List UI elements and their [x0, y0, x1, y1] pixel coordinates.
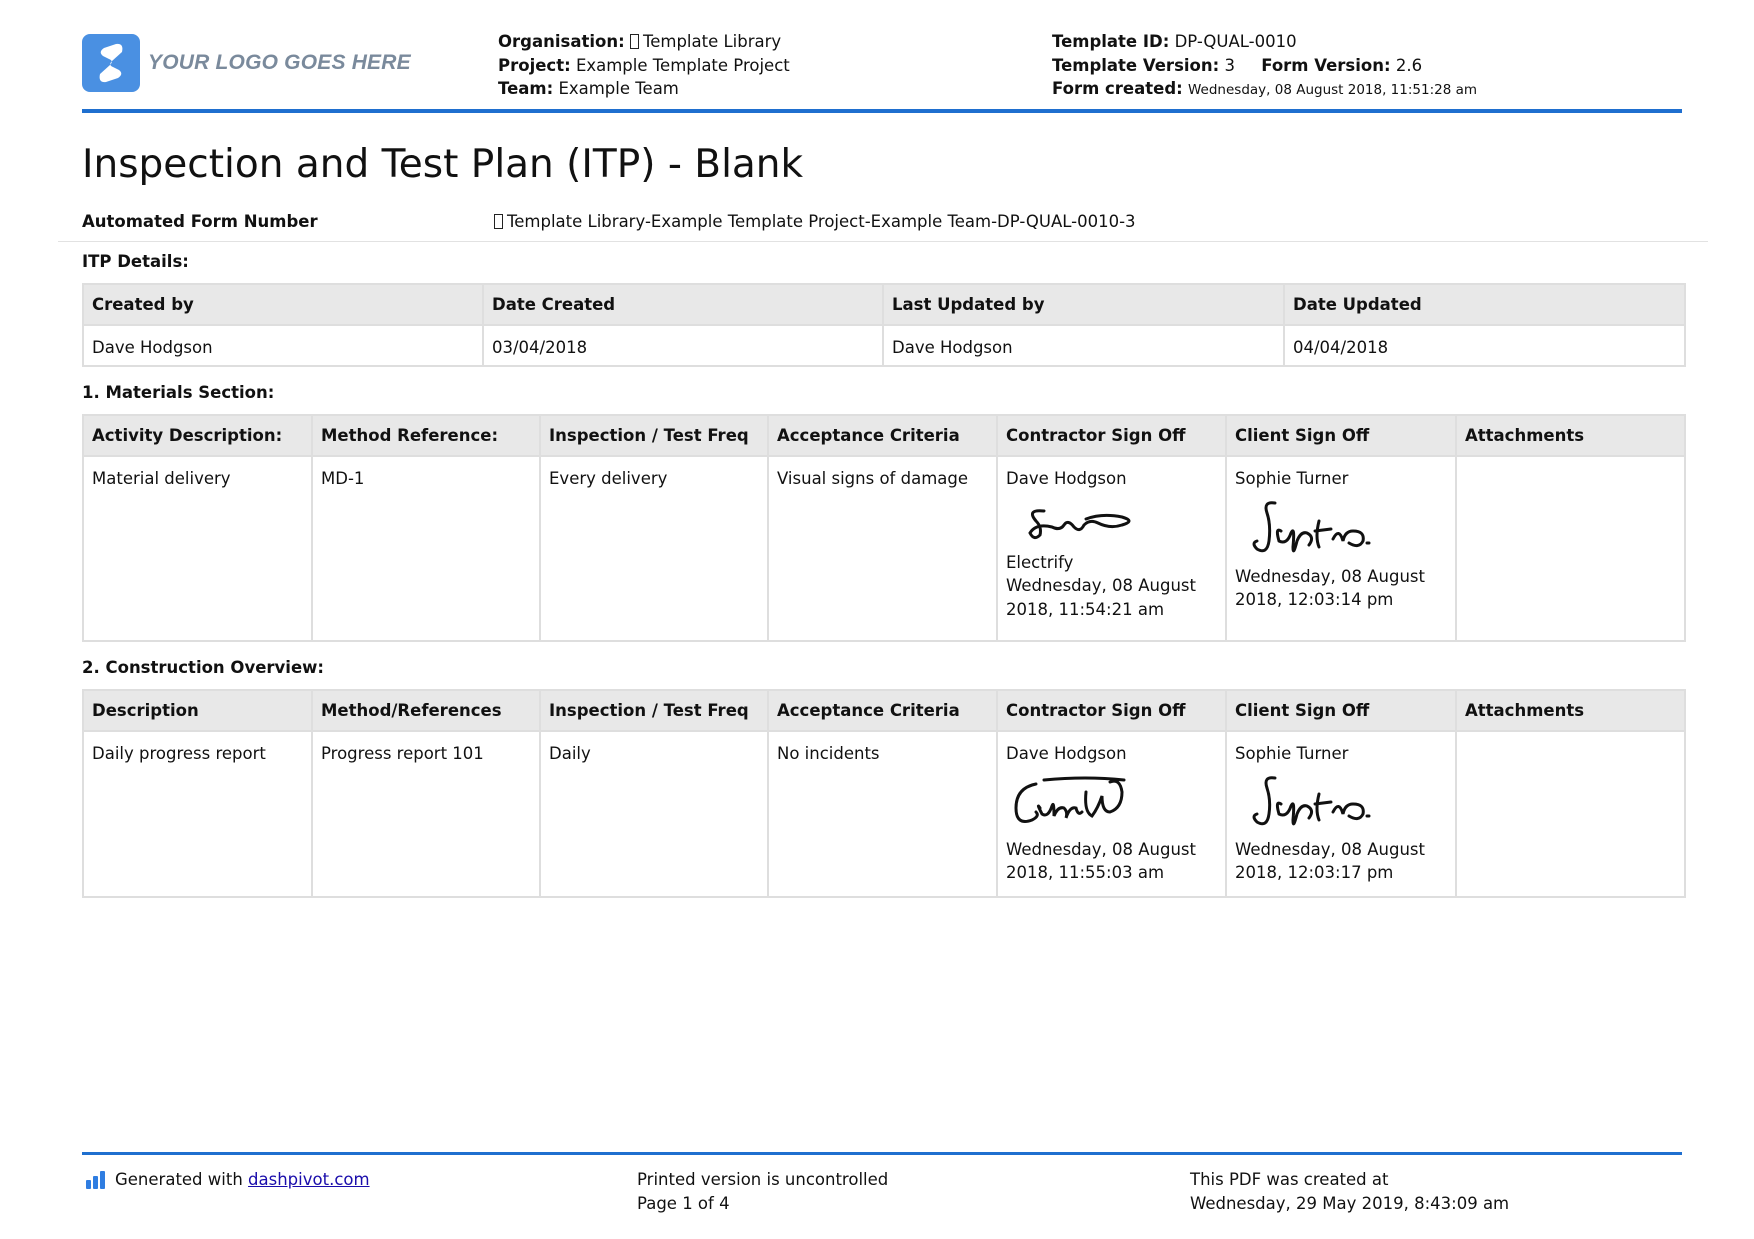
itp-details-table	[82, 283, 1686, 367]
client-date: Wednesday, 08 August 2018, 12:03:14 pm	[1235, 566, 1425, 609]
missing-glyph-icon	[494, 214, 503, 229]
footer-divider	[82, 1152, 1682, 1155]
criteria-cell: No incidents	[768, 731, 997, 897]
column-header: Contractor Sign Off	[997, 690, 1226, 731]
client-name: Sophie Turner	[1235, 744, 1349, 763]
materials-section-label: 1. Materials Section:	[82, 383, 275, 402]
construction-section-label: 2. Construction Overview:	[82, 658, 324, 677]
column-header: Client Sign Off	[1226, 690, 1456, 731]
column-header: Method Reference:	[312, 415, 540, 456]
printed-notice: Printed version is uncontrolled	[637, 1170, 889, 1189]
header-divider	[82, 109, 1682, 113]
missing-glyph-icon	[630, 34, 639, 49]
logo-text: YOUR LOGO GOES HERE	[148, 51, 411, 74]
template-meta	[1052, 30, 1477, 103]
dashpivot-link[interactable]: dashpivot.com	[248, 1170, 370, 1189]
client-name: Sophie Turner	[1235, 469, 1349, 488]
table-row	[83, 731, 1685, 897]
table-header-row	[83, 284, 1685, 325]
form-created-value: Wednesday, 08 August 2018, 11:51:28 am	[1188, 82, 1478, 98]
contractor-name: Dave Hodgson	[1006, 469, 1127, 488]
template-version-value: 3	[1224, 55, 1235, 75]
logo-mark-icon	[82, 34, 140, 92]
generated-prefix: Generated with	[115, 1170, 243, 1189]
client-signature-icon	[1235, 772, 1385, 832]
attachments-cell	[1456, 456, 1685, 641]
form-created-line: Form created: Wednesday, 08 August 2018, 11:51:28 am	[1052, 79, 1478, 98]
column-header: Description	[83, 690, 312, 731]
table-header-row	[83, 690, 1685, 731]
contractor-signoff-cell	[997, 456, 1226, 641]
organisation-line: Organisation: Template Library	[498, 32, 782, 51]
last-updated-by-cell: Dave Hodgson	[883, 325, 1284, 366]
form-number-label: Automated Form Number	[82, 212, 318, 231]
materials-table	[82, 414, 1686, 642]
frequency-cell: Daily	[540, 731, 768, 897]
client-signoff-cell	[1226, 456, 1456, 641]
column-header: Acceptance Criteria	[768, 690, 997, 731]
column-header: Last Updated by	[883, 284, 1284, 325]
column-header: Client Sign Off	[1226, 415, 1456, 456]
team-line: Team: Example Team	[498, 79, 679, 98]
pdf-created-value: Wednesday, 29 May 2019, 8:43:09 am	[1190, 1193, 1510, 1213]
document-header	[82, 30, 1682, 110]
contractor-signoff-cell	[997, 731, 1226, 897]
form-version-value: 2.6	[1395, 55, 1423, 75]
contractor-date: Wednesday, 08 August 2018, 11:54:21 am	[1006, 576, 1196, 619]
column-header: Date Created	[483, 284, 883, 325]
column-header: Acceptance Criteria	[768, 415, 997, 456]
form-number-value: Template Library-Example Template Project-Example Team-DP-QUAL-0010-3	[494, 212, 1136, 231]
project-line: Project: Example Template Project	[498, 55, 790, 75]
table-row	[83, 325, 1685, 366]
pdf-created-label: This PDF was created at	[1190, 1170, 1389, 1189]
dashpivot-bars-icon	[86, 1171, 107, 1189]
divider	[58, 241, 1708, 242]
project-value: Example Template Project	[575, 55, 790, 75]
date-created-cell: 03/04/2018	[483, 325, 883, 366]
client-signoff-cell	[1226, 731, 1456, 897]
created-by-cell: Dave Hodgson	[83, 325, 483, 366]
version-line: Template Version: 3 Form Version: 2.6	[1052, 55, 1423, 75]
attachments-cell	[1456, 731, 1685, 897]
table-header-row	[83, 415, 1685, 456]
footer-pdf-created	[1190, 1168, 1509, 1215]
team-value: Example Team	[558, 79, 679, 98]
footer-generated	[86, 1168, 370, 1192]
client-signature-icon	[1235, 497, 1385, 559]
column-header: Created by	[83, 284, 483, 325]
itp-details-label: ITP Details:	[82, 252, 189, 271]
column-header: Activity Description:	[83, 415, 312, 456]
contractor-date: Wednesday, 08 August 2018, 11:55:03 am	[1006, 839, 1196, 882]
construction-table	[82, 689, 1686, 898]
method-cell: Progress report 101	[312, 731, 540, 897]
template-id-line: Template ID: DP-QUAL-0010	[1052, 32, 1297, 51]
table-row	[83, 456, 1685, 641]
page-title: Inspection and Test Plan (ITP) - Blank	[82, 142, 804, 187]
column-header: Inspection / Test Freq	[540, 690, 768, 731]
column-header: Date Updated	[1284, 284, 1685, 325]
contractor-signature-icon	[1006, 772, 1146, 832]
column-header: Inspection / Test Freq	[540, 415, 768, 456]
contractor-company: Electrify	[1006, 552, 1074, 572]
method-cell: MD-1	[312, 456, 540, 641]
contractor-name: Dave Hodgson	[1006, 744, 1127, 763]
criteria-cell: Visual signs of damage	[768, 456, 997, 641]
organisation-meta	[498, 30, 790, 101]
organisation-value: Template Library	[642, 32, 782, 51]
activity-cell: Material delivery	[83, 456, 312, 641]
column-header: Attachments	[1456, 690, 1685, 731]
client-date: Wednesday, 08 August 2018, 12:03:17 pm	[1235, 839, 1425, 882]
company-logo	[82, 34, 411, 92]
column-header: Contractor Sign Off	[997, 415, 1226, 456]
column-header: Attachments	[1456, 415, 1685, 456]
column-header: Method/References	[312, 690, 540, 731]
date-updated-cell: 04/04/2018	[1284, 325, 1685, 366]
page-number: Page 1 of 4	[637, 1193, 730, 1213]
activity-cell: Daily progress report	[83, 731, 312, 897]
frequency-cell: Every delivery	[540, 456, 768, 641]
footer-print-info	[637, 1168, 888, 1215]
contractor-signature-icon	[1006, 497, 1146, 545]
template-id-value: DP-QUAL-0010	[1174, 32, 1297, 51]
